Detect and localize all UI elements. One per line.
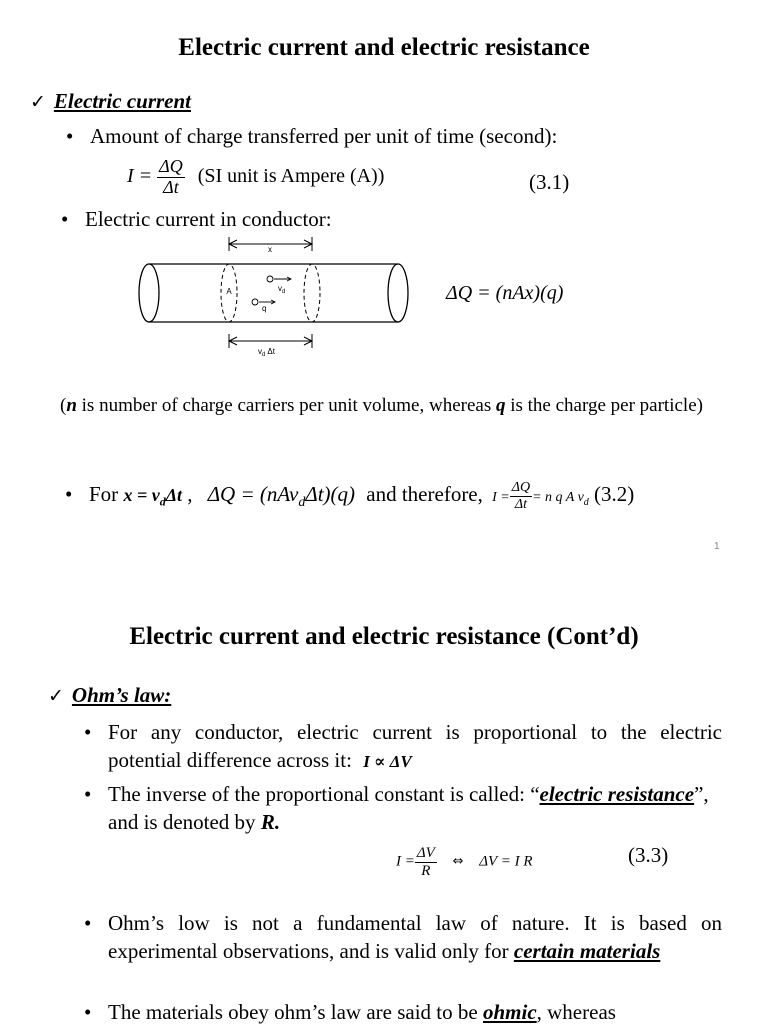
eq1-numerator: ΔQ: [159, 156, 183, 176]
conductor-cylinder: [139, 264, 408, 322]
eq3-denominator: R: [421, 862, 431, 879]
eq1-fraction: [157, 157, 185, 198]
for-text: For: [89, 482, 124, 506]
term-ohmic: ohmic: [482, 1000, 537, 1024]
equation-number-3-3: (3.3): [628, 843, 669, 867]
bullet-text: Electric current in conductor:: [85, 207, 332, 231]
note-text-mid: is number of charge carriers per unit volume, whereas: [76, 395, 496, 416]
page-number: 1: [714, 541, 720, 552]
section-electric-current: [30, 89, 191, 114]
vd-dt-dimension-arrow: [229, 334, 312, 348]
section-ohms-law: [48, 683, 171, 708]
eq1-lhs: I =: [127, 164, 153, 187]
bullet-text: Ohm’s low is not a fundamental law of nature. It is based on experimental observations, and is valid only for: [108, 911, 722, 963]
label-q: q: [262, 304, 267, 313]
slide1-title: Electric current and electric resistance: [178, 34, 590, 61]
eq2-numerator: ΔQ: [511, 480, 531, 496]
bullet-icon: •: [84, 720, 92, 744]
bullet-text: Amount of charge transferred per unit of time (second):: [90, 124, 558, 148]
bullet-text: The materials obey ohm’s law are said to be: [108, 1000, 483, 1024]
bullet-current-in-conductor: [61, 205, 725, 233]
bullet-icon: •: [65, 482, 73, 506]
comma: ,: [181, 482, 193, 506]
bullet-inverse-constant: [84, 780, 722, 836]
bullet-text: The inverse of the proportional constant is called: “: [108, 782, 540, 806]
delta-q-expression: ΔQ = (nAv$_d$Δt)(q): [207, 482, 356, 511]
section-heading: Ohm’s law:: [71, 683, 172, 707]
equation-number-3-1: (3.1): [529, 170, 570, 194]
equivalence-arrow-icon: ⇔: [452, 854, 464, 870]
bullet-icon: •: [66, 124, 74, 148]
note-charge-carriers: (n is number of charge carriers per unit volume, whereas q is the charge per particle): [60, 395, 703, 416]
symbol-R: R.: [260, 810, 281, 834]
equation-3-3: [396, 845, 532, 879]
x-equals-vd-dt: $x = v_d\Delta t$: [123, 485, 182, 509]
bullet-icon: •: [84, 911, 92, 935]
bullet-text: For any conductor, electric current is proportional to the electric potential difference across it:: [108, 720, 722, 772]
moving-charge-vd: [267, 276, 291, 282]
eq2-denominator: Δt: [514, 496, 527, 512]
eq1-si-unit: (SI unit is Ampere (A)): [197, 164, 385, 187]
equation-3-1: [127, 157, 384, 198]
eq2-rhs: = n q A $v_d$: [532, 490, 589, 508]
eq2-lhs: I =: [492, 490, 510, 505]
bullet-ohms-low: [84, 909, 722, 965]
bullet-proportional: [84, 718, 722, 776]
bullet-icon: •: [84, 782, 92, 806]
note-text-end: is the charge per particle): [505, 395, 703, 416]
term-certain-materials: certain materials: [513, 939, 661, 963]
bullet-icon: •: [61, 207, 69, 231]
equation-delta-q: ΔQ = (nAx)(q): [446, 282, 564, 304]
proportional-formula: I ∝ ΔV: [363, 752, 412, 771]
eq2-fraction: [510, 480, 532, 512]
bullet-for-x: [65, 480, 749, 517]
bullet-amount-of-charge: [66, 122, 730, 150]
check-icon: ✓: [48, 685, 64, 707]
equation-number-3-2: (3.2): [594, 482, 635, 506]
label-vd: $v_d$: [278, 284, 286, 295]
conductor-diagram: [128, 232, 428, 362]
therefore-text: and therefore,: [366, 482, 483, 506]
bullet-icon: •: [84, 1000, 92, 1024]
label-x: x: [268, 245, 272, 254]
cross-sections: [221, 264, 320, 322]
note-q: q: [495, 395, 506, 416]
label-area-A: A: [226, 287, 232, 296]
note-n: n: [66, 395, 77, 416]
eq3-fraction: [415, 845, 437, 879]
bullet-text-end: , whereas: [536, 1000, 616, 1024]
section-heading: Electric current: [53, 89, 191, 113]
label-vd-dt: $v_d$ Δt: [258, 347, 275, 358]
slide2-title: Electric current and electric resistance (Cont’d): [129, 623, 639, 650]
bullet-text-mid: ”, and is denoted by: [108, 782, 709, 834]
eq1-denominator: Δt: [163, 176, 179, 197]
check-icon: ✓: [30, 91, 46, 113]
eq3-rhs: ΔV = I R: [479, 853, 533, 870]
eq3-lhs: I =: [396, 853, 415, 870]
term-electric-resistance: electric resistance: [539, 782, 695, 806]
eq3-numerator: ΔV: [416, 845, 435, 861]
bullet-ohmic-materials: [84, 998, 722, 1026]
